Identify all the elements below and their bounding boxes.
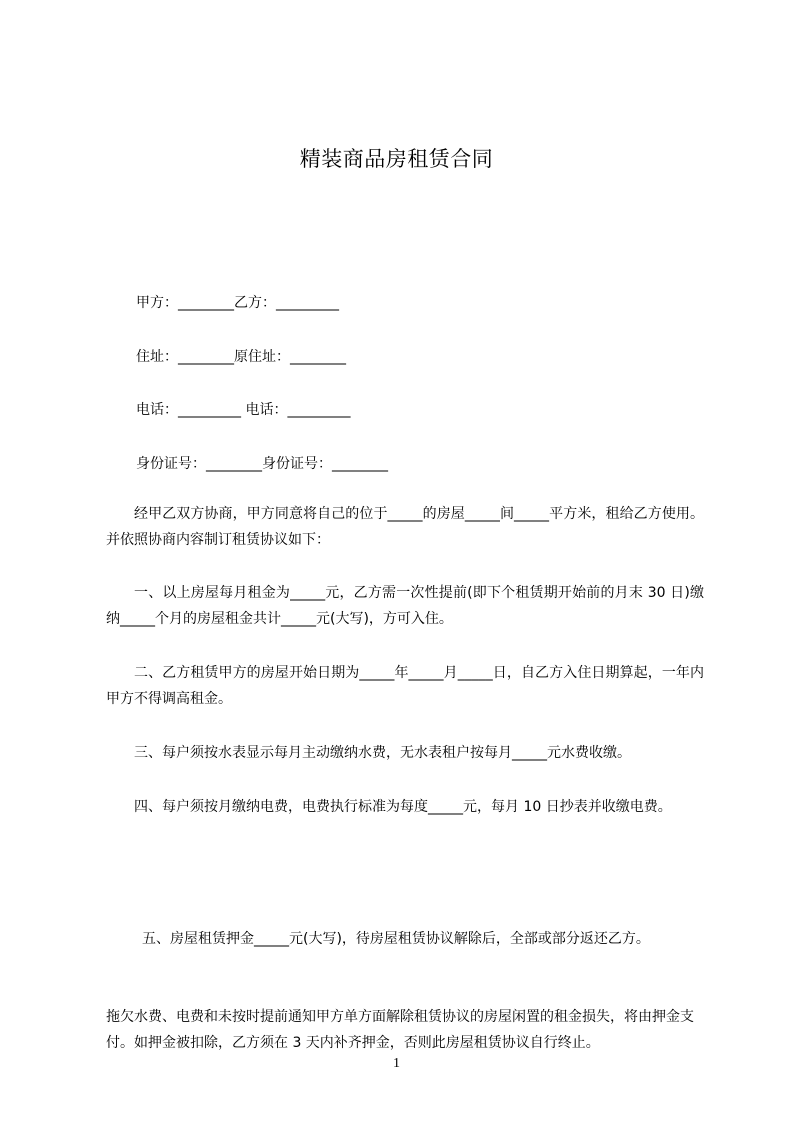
party-phones-line: 电话：_________ 电话：_________ — [136, 402, 351, 418]
party-names-line: 甲方：________乙方：_________ — [136, 295, 339, 311]
intro-paragraph: 经甲乙双方协商，甲方同意将自己的位于_____的房屋_____间_____平方米，租给乙方使用。并依照协商内容制订租赁协议如下： — [106, 506, 704, 548]
clause-4: 四、每户须按月缴纳电费，电费执行标准为每度_____元，每月 10 日抄表并收缴电费。 — [134, 799, 672, 815]
party-ids-line: 身份证号：________身份证号：________ — [136, 456, 388, 472]
document-title: 精装商品房租赁合同 — [299, 147, 494, 171]
clause-5 — [106, 874, 718, 1108]
clause-2: 二、乙方租赁甲方的房屋开始日期为_____年_____月_____日，自乙方入住日期算起，一年内甲方不得调高租金。 — [106, 665, 704, 707]
clause-5-first-line: 五、房屋租赁押金_____元(大写)，待房屋租赁协议解除后，全部或部分返还乙方。 — [142, 931, 650, 947]
clause-1: 一、以上房屋每月租金为_____元，乙方需一次性提前(即下个租赁期开始前的月末 30 日)缴纳_____个月的房屋租金共计_____元(大写)，方可入住。 — [106, 585, 704, 627]
clause-5-body: 拖欠水费、电费和未按时提前通知甲方单方面解除租赁协议的房屋闲置的租金损失，将由押金支付。如押金被扣除，乙方须在 3 天内补齐押金，否则此房屋租赁协议自行终止。 — [106, 1009, 694, 1051]
page-number: 1 — [393, 1056, 400, 1071]
party-addresses-line: 住址：________原住址：________ — [136, 349, 346, 365]
clause-3: 三、每户须按水表显示每月主动缴纳水费，无水表租户按每月_____元水费收缴。 — [134, 745, 631, 761]
